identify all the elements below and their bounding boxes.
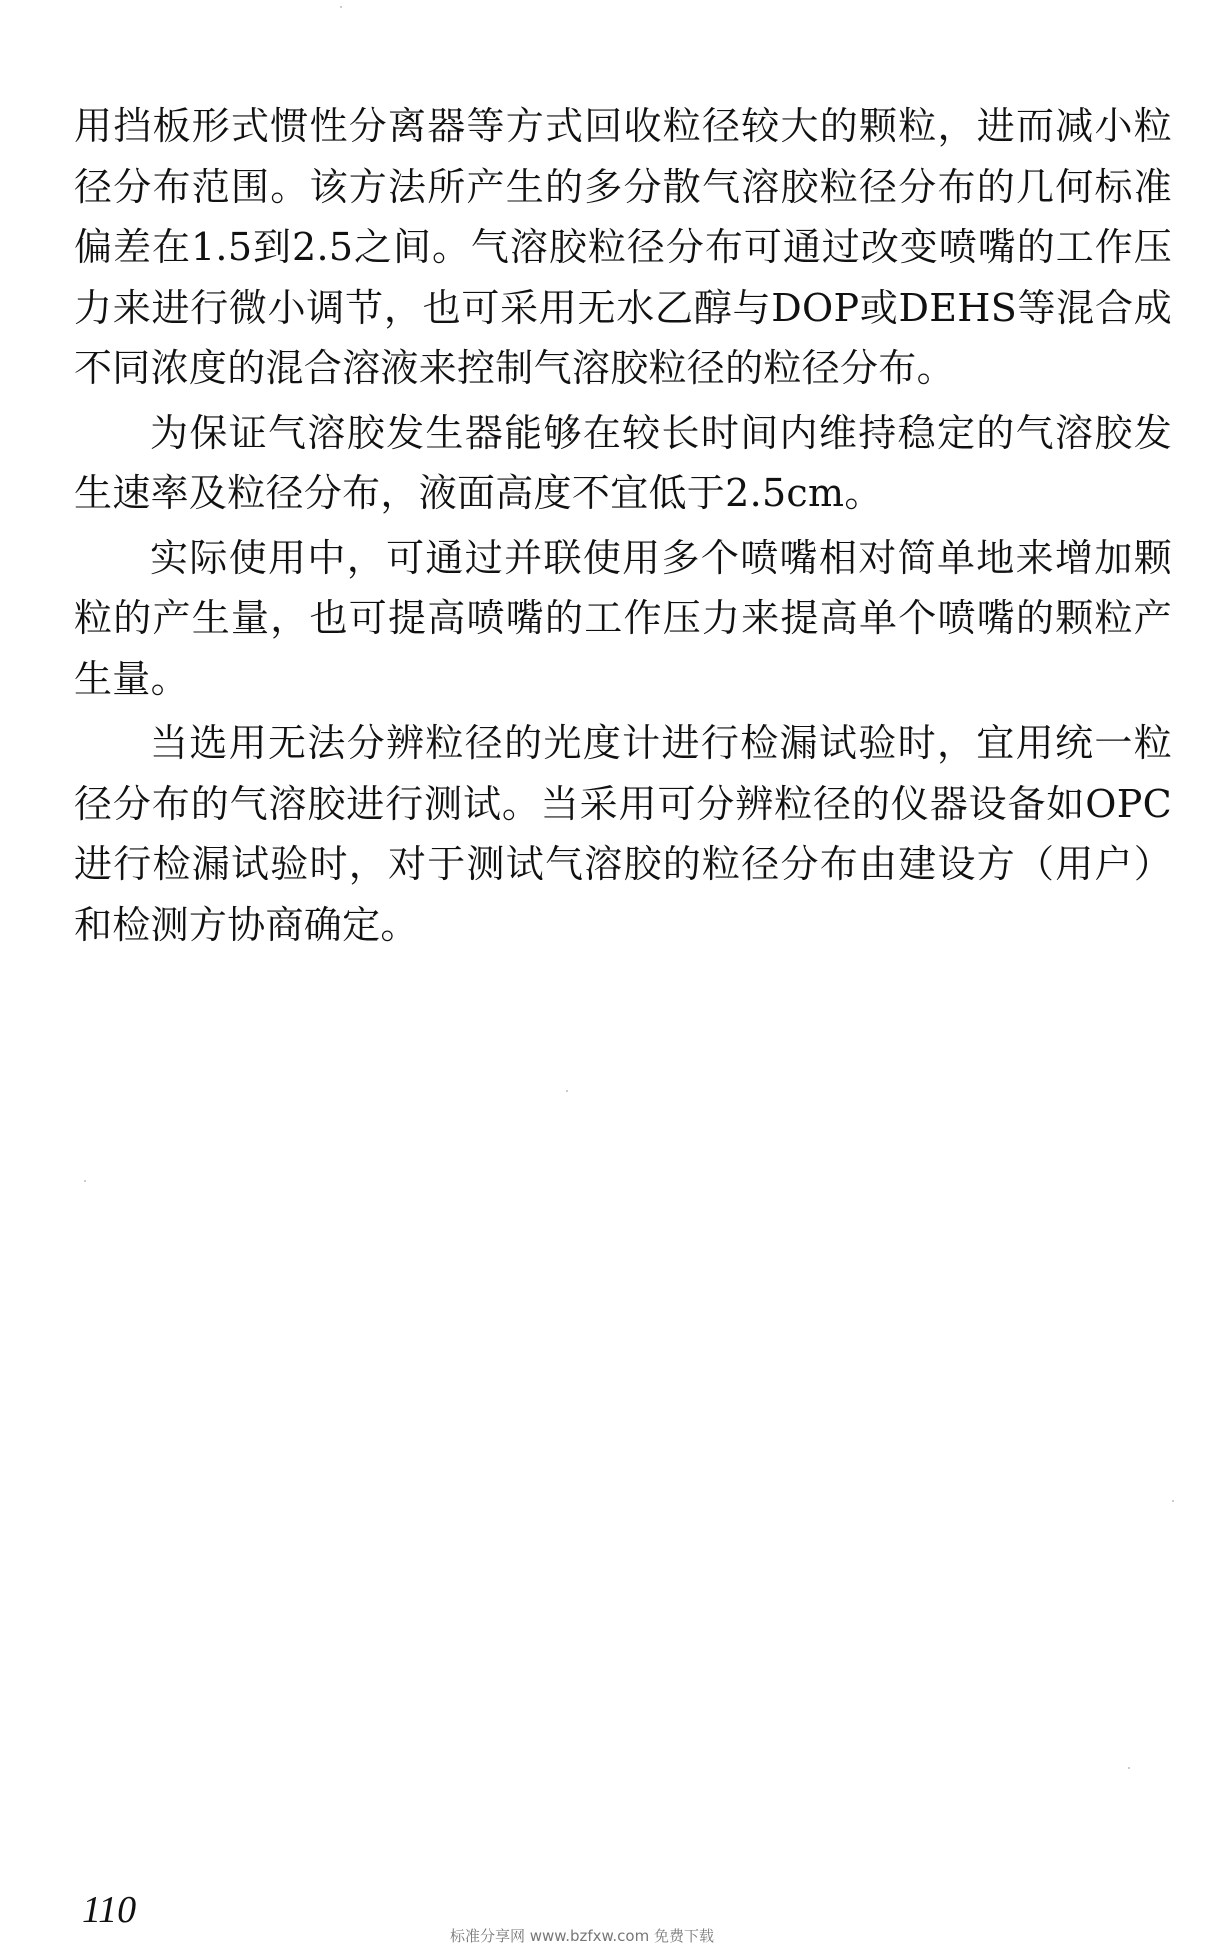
scan-speck: [84, 1180, 86, 1182]
footer-watermark: 标准分享网 www.bzfxw.com 免费下载: [450, 1927, 714, 1945]
scan-speck: [1128, 1767, 1130, 1769]
paragraph-2: 为保证气溶胶发生器能够在较长时间内维持稳定的气溶胶发生速率及粒径分布，液面高度不宜低于2.5cm。: [74, 410, 1172, 515]
scan-speck: [1172, 1500, 1174, 1502]
scan-speck: [566, 1090, 568, 1092]
body-text: [74, 96, 1172, 955]
paragraph-1: 用挡板形式惯性分离器等方式回收粒径较大的颗粒，进而减小粒径分布范围。该方法所产生的多分散气溶胶粒径分布的几何标准偏差在1.5到2.5之间。气溶胶粒径分布可通过改变喷嘴的工作压力来进行微小调节，也可采用无水乙醇与DOP或DEHS等混合成不同浓度的混合溶液来控制气溶胶粒径的粒径分布。: [74, 104, 1172, 390]
paragraph-3: 实际使用中，可通过并联使用多个喷嘴相对简单地来增加颗粒的产生量，也可提高喷嘴的工作压力来提高单个喷嘴的颗粒产生量。: [74, 535, 1172, 701]
scan-speck: [340, 6, 342, 8]
paragraph-4: 当选用无法分辨粒径的光度计进行检漏试验时，宜用统一粒径分布的气溶胶进行测试。当采用可分辨粒径的仪器设备如OPC进行检漏试验时，对于测试气溶胶的粒径分布由建设方（用户）和检测方协商确定。: [74, 721, 1172, 947]
page-number: 110: [82, 1889, 137, 1931]
